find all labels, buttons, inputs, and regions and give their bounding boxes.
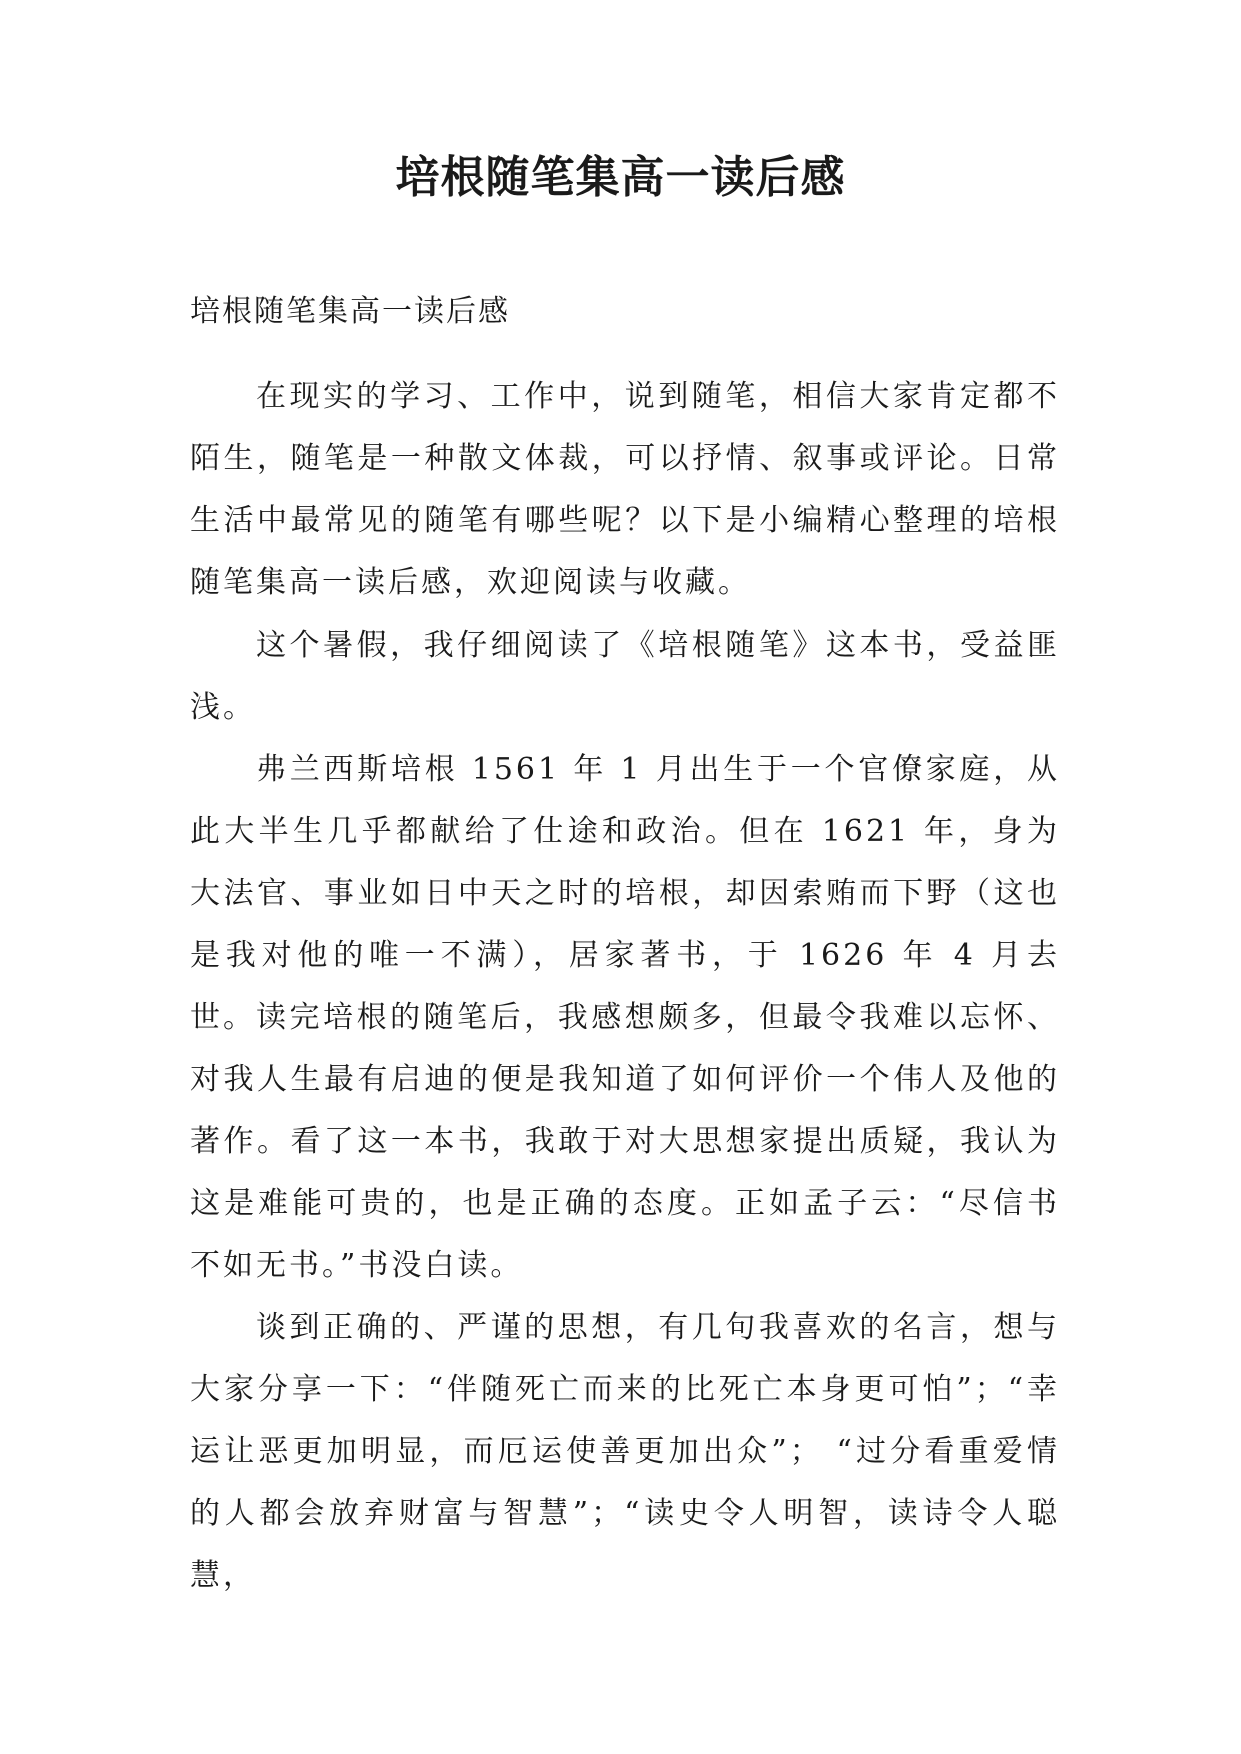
paragraph-summer: 这个暑假，我仔细阅读了《培根随笔》这本书，受益匪浅。: [190, 628, 1060, 725]
page-title: 培根随笔集高一读后感: [395, 152, 846, 203]
paragraph-quotes: 谈到正确的、严谨的思想，有几句我喜欢的名言，想与大家分享一下：“伴随死亡而来的比死亡本身更可怕”；“幸运让恶更加明显，而厄运使善更加出众”； “过分看重爱情的人都会放弃财富与智慧”；“读史令人明智，读诗令人聪慧，: [190, 1310, 1060, 1593]
paragraph-intro: 在现实的学习、工作中，说到随笔，相信大家肯定都不陌生，随笔是一种散文体裁，可以抒情、叙事或评论。日常生活中最常见的随笔有哪些呢？以下是小编精心整理的培根随笔集高一读后感，欢迎阅读与收藏。: [190, 379, 1060, 600]
paragraph-reflection: 读完培根的随笔后，我感想颇多，但最令我难以忘怀、对我人生最有启迪的便是我知道了如何评价一个伟人及他的著作。看了这一本书，我敢于对大思想家提出质疑，我认为这是难能可贵的，也是正确的态度。正如孟子云：“尽信书不如无书。”书没白读。: [190, 1000, 1060, 1283]
document-subtitle: 培根随笔集高一读后感: [190, 294, 510, 329]
paragraph-bacon-bio: 弗兰西斯培根 1561 年 1 月出生于一个官僚家庭，从此大半生几乎都献给了仕途和政治。但在 1621 年，身为大法官、事业如日中天之时的培根，却因索贿而下野（这也是我对他的唯一不满），居家著书，于 1626 年 4 月去世。: [190, 752, 1060, 1035]
